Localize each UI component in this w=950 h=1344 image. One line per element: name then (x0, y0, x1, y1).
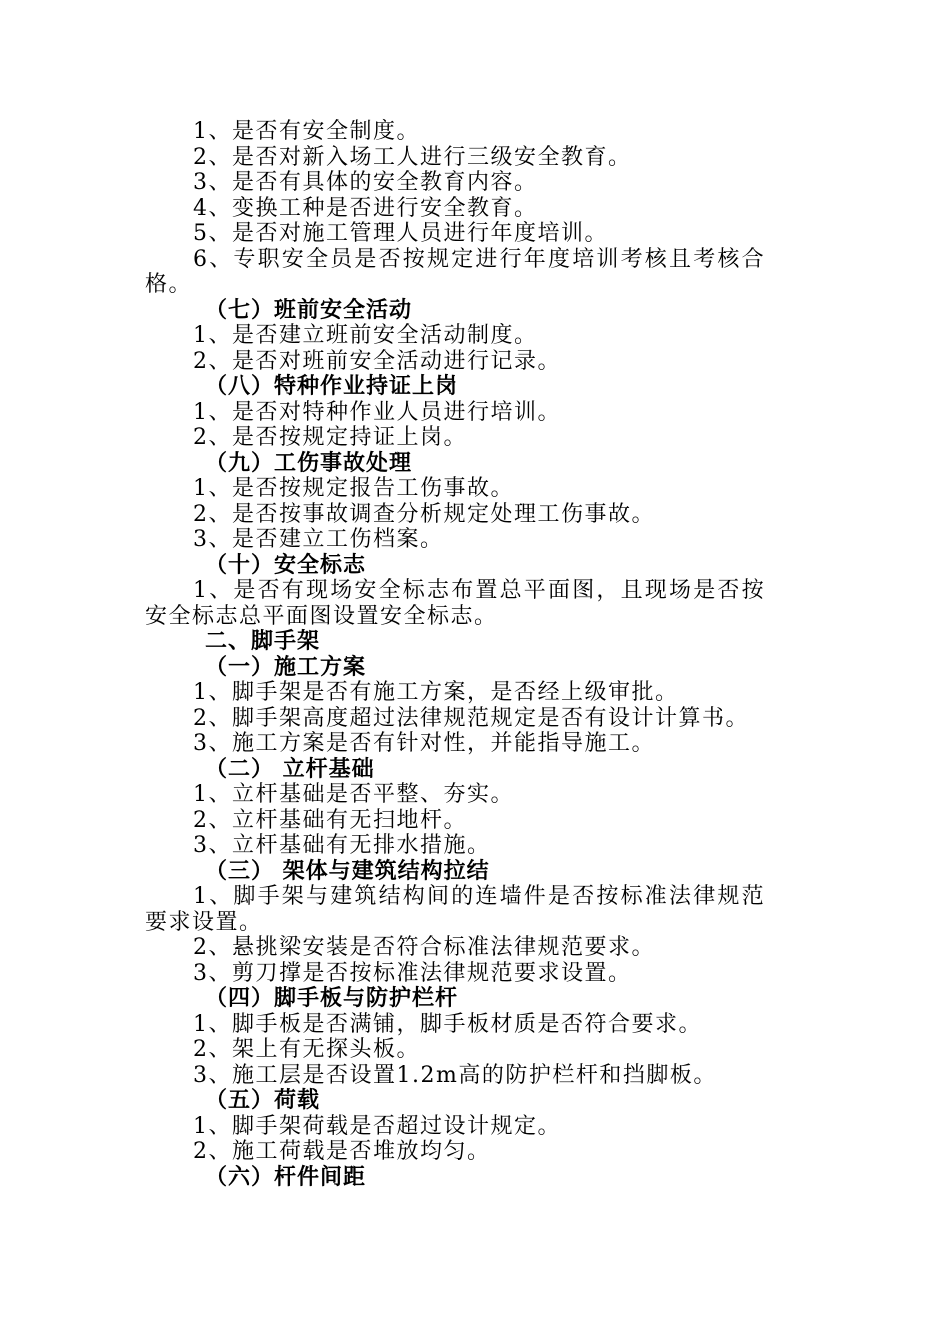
list-item: 2、是否对班前安全活动进行记录。 (193, 348, 561, 374)
list-item: 2、是否按规定持证上岗。 (193, 425, 467, 450)
list-item: 格。 (145, 272, 193, 297)
subsection-heading: （十）安全标志 (205, 552, 367, 578)
list-item: 1、是否按规定报告工伤事故。 (193, 476, 514, 501)
list-item: 2、架上有无探头板。 (193, 1037, 420, 1062)
list-item: 1、脚手架与建筑结构间的连墙件是否按标准法律规范 (193, 884, 766, 909)
list-item: 3、施工层是否设置1.2m高的防护栏杆和挡脚板。 (193, 1062, 717, 1088)
list-item: 1、是否有安全制度。 (193, 119, 420, 144)
list-item: 2、立杆基础有无扫地杆。 (193, 807, 467, 833)
list-item: 1、是否有现场安全标志布置总平面图，且现场是否按 (193, 578, 766, 603)
subsection-heading: （九）工伤事故处理 (205, 450, 413, 476)
subsection-heading: （五）荷载 (205, 1088, 321, 1113)
section-heading: 二、脚手架 (205, 629, 321, 654)
list-item: 3、施工方案是否有针对性，并能指导施工。 (193, 731, 655, 756)
subsection-heading: （一）施工方案 (205, 654, 367, 680)
subsection-heading: （三） 架体与建筑结构拉结 (205, 858, 490, 884)
list-item: 1、脚手架荷载是否超过设计规定。 (193, 1113, 561, 1139)
list-item: 1、立杆基础是否平整、夯实。 (193, 782, 514, 807)
subsection-heading: （七）班前安全活动 (205, 297, 413, 323)
list-item: 2、脚手架高度超过法律规范规定是否有设计计算书。 (193, 705, 749, 731)
list-item: 3、是否建立工伤档案。 (193, 527, 444, 552)
list-item: 3、剪刀撑是否按标准法律规范要求设置。 (193, 960, 632, 986)
list-item: 1、脚手板是否满铺，脚手板材质是否符合要求。 (193, 1011, 702, 1037)
subsection-heading: （二） 立杆基础 (205, 756, 375, 782)
list-item: 3、立杆基础有无排水措施。 (193, 833, 491, 858)
list-item: 安全标志总平面图设置安全标志。 (145, 603, 498, 629)
list-item: 1、脚手架是否有施工方案，是否经上级审批。 (193, 680, 679, 705)
subsection-heading: （六）杆件间距 (205, 1164, 367, 1190)
list-item: 2、是否对新入场工人进行三级安全教育。 (193, 144, 632, 170)
list-item: 2、是否按事故调查分析规定处理工伤事故。 (193, 501, 655, 527)
subsection-heading: （八）特种作业持证上岗 (205, 374, 459, 399)
list-item: 1、是否对特种作业人员进行培训。 (193, 399, 561, 425)
list-item: 2、悬挑梁安装是否符合标准法律规范要求。 (193, 935, 655, 960)
document-page (145, 119, 807, 1190)
list-item: 2、施工荷载是否堆放均匀。 (193, 1139, 491, 1164)
subsection-heading: （四）脚手板与防护栏杆 (205, 986, 459, 1011)
list-item: 4、变换工种是否进行安全教育。 (193, 195, 538, 221)
list-item: 1、是否建立班前安全活动制度。 (193, 323, 538, 348)
list-item: 6、专职安全员是否按规定进行年度培训考核且考核合 (193, 246, 766, 272)
list-item: 要求设置。 (145, 909, 263, 935)
list-item: 3、是否有具体的安全教育内容。 (193, 170, 538, 195)
list-item: 5、是否对施工管理人员进行年度培训。 (193, 221, 608, 246)
